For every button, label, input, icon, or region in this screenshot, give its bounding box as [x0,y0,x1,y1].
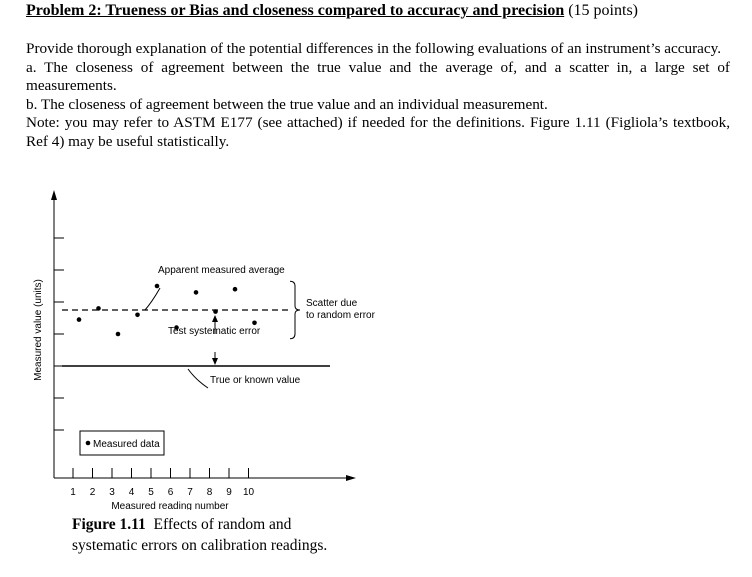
true-value-leader [188,369,208,388]
data-point [116,332,121,337]
item-b: b. The closeness of agreement between the true value and an individual measurement. [26,95,548,113]
x-axis-arrow [346,475,356,481]
data-point [233,287,238,292]
x-tick-label: 3 [109,487,115,498]
x-tick-labels [70,487,254,498]
x-tick-label: 10 [242,487,255,498]
systematic-arrowhead-down [212,358,218,365]
y-axis-arrow [51,190,57,200]
x-tick-label: 5 [148,487,154,498]
item-a: a. The closeness of agreement between the true value and the average of, and a scatter in, a large set of measurements. [26,58,730,94]
x-tick-label: 7 [187,487,193,498]
note-paragraph: Note: you may refer to ASTM E177 (see attached) if needed for the definitions. Figure 1.11 (Figliola’s textbook, Ref 4) may be useful statistically. [26,114,730,150]
x-tick-label: 8 [206,487,213,498]
scatter-label-line1: Scatter due [306,298,358,309]
problem-points: (15 points) [564,2,638,19]
x-tick-label: 6 [167,487,174,498]
x-tick-label: 2 [89,487,96,498]
scatter-brace [290,281,300,339]
figure-caption [72,514,327,556]
legend [80,431,164,455]
legend-marker [86,441,91,446]
data-point [96,306,101,311]
x-axis-label: Measured reading number [111,501,229,510]
caption-line1: Effects of random and [153,516,292,533]
problem-title: Problem 2: Trueness or Bias and closeness compared to accuracy and precision [26,2,565,19]
apparent-average-label: Apparent measured average [158,265,285,276]
systematic-error-label: Test systematic error [168,326,261,337]
figure-1-11-chart [0,180,752,510]
problem-heading [26,2,638,20]
data-point [194,290,199,295]
data-point [135,313,140,318]
y-axis-label: Measured value (units) [33,279,44,381]
problem-body [26,40,730,151]
data-point [252,321,257,326]
systematic-arrowhead-up [212,315,218,322]
x-tick-label: 9 [226,487,232,498]
annotations [33,265,376,510]
x-tick-label: 4 [128,487,135,498]
legend-label: Measured data [93,439,160,450]
x-tick-label: 1 [70,487,76,498]
caption-line2: systematic errors on calibration readings. [72,537,328,554]
true-value-label: True or known value [210,375,301,386]
data-point [155,284,160,289]
apparent-average-leader [145,288,160,310]
caption-label: Figure 1.11 [72,516,146,533]
scatter-label-line2: to random error [306,310,375,321]
intro-paragraph: Provide thorough explanation of the potential differences in the following evaluations of an instrument’s accuracy. [26,40,722,57]
data-point [77,317,82,322]
data-point [213,309,218,314]
